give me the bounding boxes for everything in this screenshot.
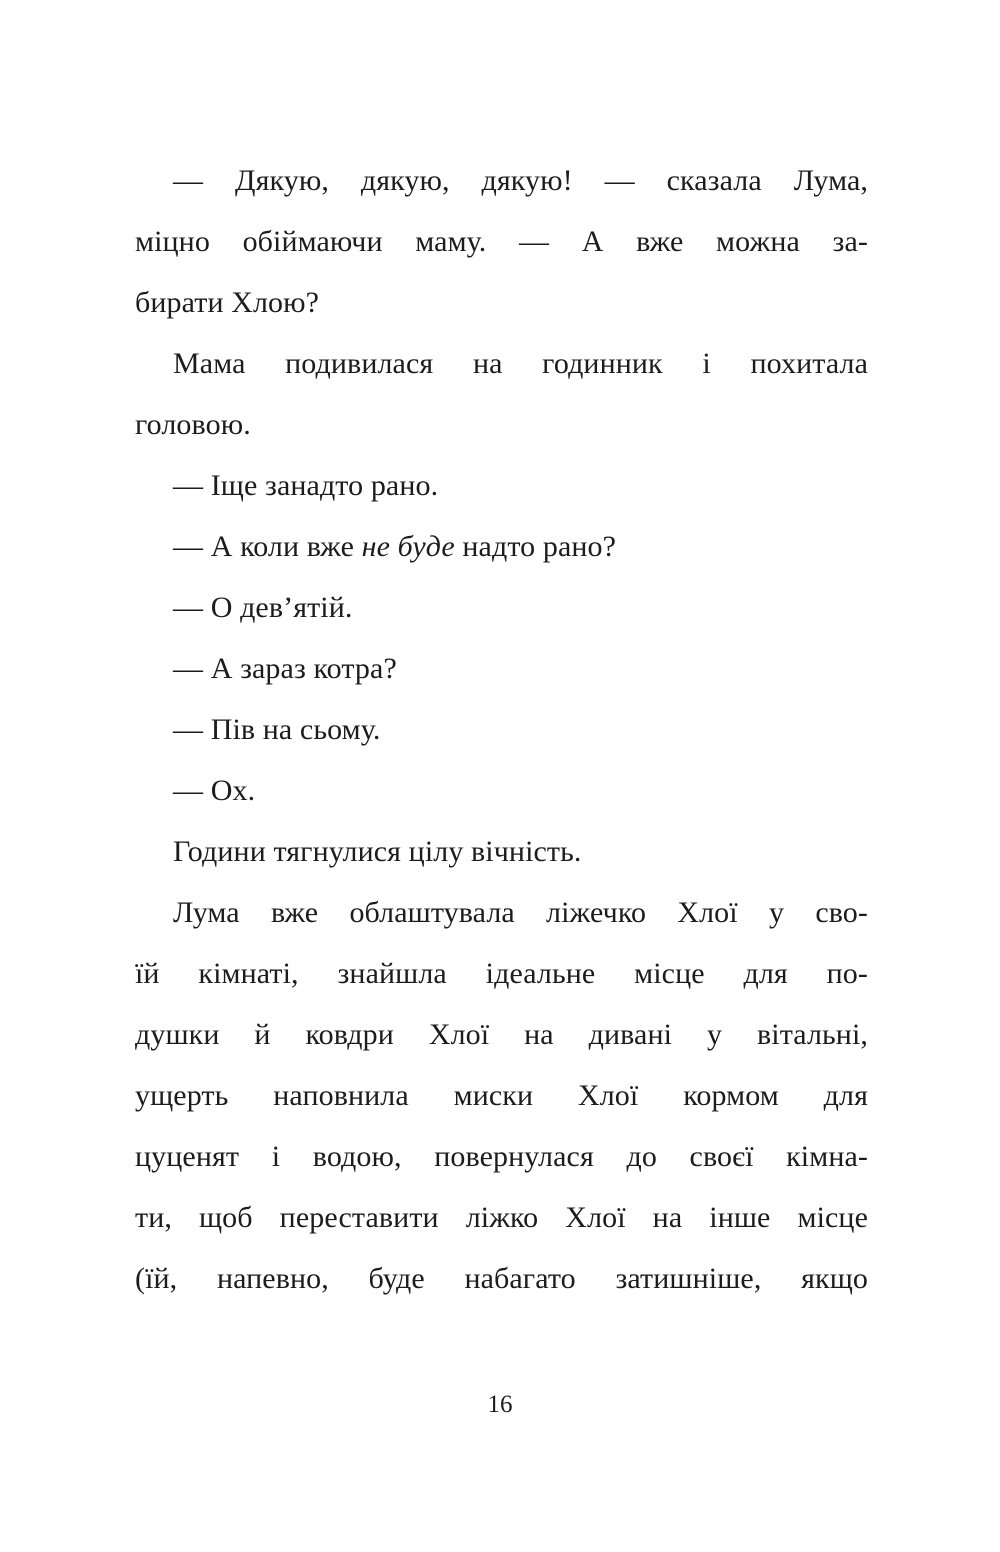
text-segment: — Іще занадто рано. [173, 469, 439, 502]
text-line [135, 638, 868, 699]
text-segment: ущерть наповнила миски Хлої кормом для [135, 1079, 868, 1112]
text-segment: — О дев’ятій. [173, 591, 353, 624]
text-segment: Години тягнулися цілу вічність. [173, 835, 582, 868]
text-line [135, 1187, 868, 1248]
text-segment: їй кімнаті, знайшла ідеальне місце для по- [135, 957, 868, 990]
text-segment: бирати Хлою? [135, 286, 320, 319]
page-number: 16 [487, 1391, 513, 1418]
text-segment: надто рано? [454, 530, 617, 563]
text-line [135, 577, 868, 638]
italic-text-segment: не буде [361, 530, 455, 563]
text-segment: — А коли вже [173, 530, 362, 563]
text-segment: душки й ковдри Хлої на дивані у вітальні, [135, 1018, 868, 1051]
text-line [135, 760, 868, 821]
text-segment: Лума вже облаштувала ліжечко Хлої у сво- [173, 896, 868, 929]
text-line [135, 516, 868, 577]
text-line [135, 1248, 868, 1309]
text-line [135, 1065, 868, 1126]
text-segment: головою. [135, 408, 251, 441]
text-line [135, 943, 868, 1004]
text-segment: — Пів на сьому. [173, 713, 381, 746]
text-segment: — А зараз котра? [173, 652, 397, 685]
text-segment: — Ох. [173, 774, 256, 807]
text-segment: міцно обіймаючи маму. — А вже можна за- [135, 225, 868, 258]
text-segment: ти, щоб переставити ліжко Хлої на інше місце [135, 1201, 868, 1234]
text-segment: — Дякую, дякую, дякую! — сказала Лума, [173, 164, 868, 197]
text-line [135, 821, 868, 882]
text-line [135, 272, 868, 333]
text-line [135, 699, 868, 760]
text-segment: (їй, напевно, буде набагато затишніше, якщо [135, 1262, 868, 1295]
text-line [135, 1126, 868, 1187]
text-segment: цуценят і водою, повернулася до своєї кімна- [135, 1140, 868, 1173]
text-segment: Мама подивилася на годинник і похитала [173, 347, 868, 380]
text-line [135, 455, 868, 516]
text-line [135, 333, 868, 394]
text-line [135, 394, 868, 455]
text-line [135, 882, 868, 943]
text-line [135, 150, 868, 211]
text-line [135, 1004, 868, 1065]
text-line [135, 211, 868, 272]
text-block [135, 150, 868, 1309]
